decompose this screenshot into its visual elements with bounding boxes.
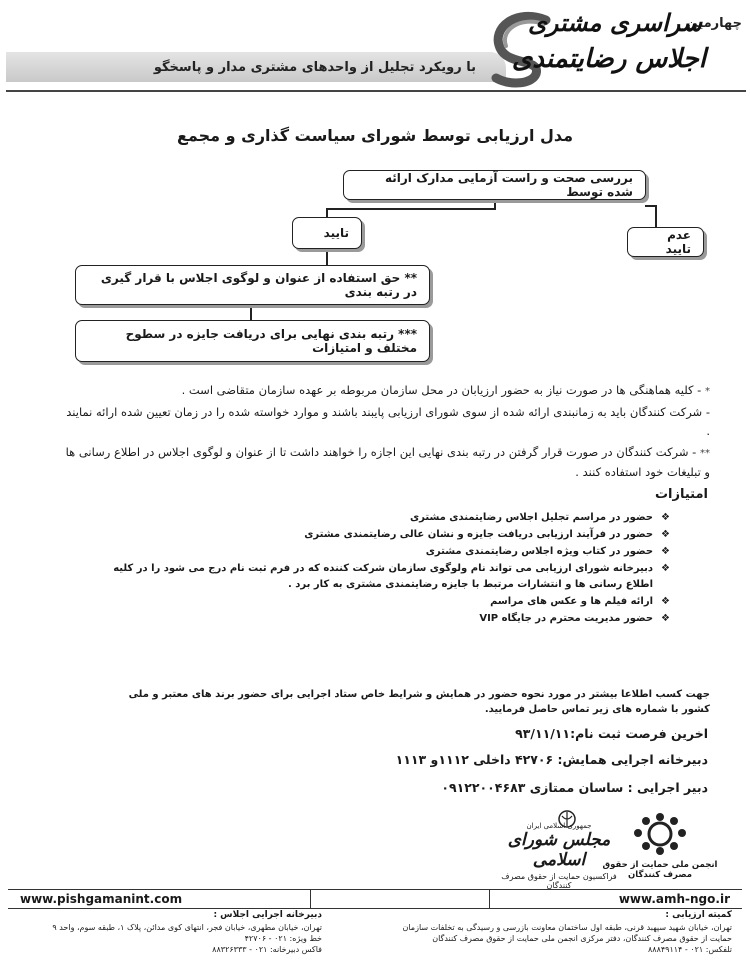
step2-label: ** حق استفاده از عنوان و لوگوی اجلاس با قرار گیری در رتبه بندی [100, 271, 417, 299]
emblem-icon [556, 808, 578, 830]
list-item: ❖ حضور در مراسم تجلیل اجلاس رضایتمندی مشتری [90, 510, 670, 526]
connector-to-reject [655, 205, 657, 227]
conference-logo [482, 2, 742, 94]
diamond-bullet-icon: ❖ [661, 563, 670, 574]
note-star-2: ** [700, 448, 710, 459]
step3-box [75, 320, 430, 362]
connector-to-approve [326, 208, 328, 217]
step2-box [75, 265, 430, 305]
secretariat-line-3: فاکس دبیرخانه: ۰۲۱ - ۸۸۳۲۶۳۳۳ [212, 945, 322, 954]
tagline-bar [6, 52, 506, 82]
edition-label: چهارمین [686, 16, 742, 31]
footer-addresses [8, 910, 742, 976]
secretariat-line-2: خط ویژه: ۰۲۱ - ۴۲۷۰۶ [244, 934, 322, 943]
consumer-association-logo [600, 812, 720, 882]
notes-section [60, 381, 710, 484]
connector-horizontal-right [645, 205, 655, 207]
diamond-bullet-icon: ❖ [661, 512, 670, 523]
brand-line-2: اجلاس رضایتمندی [511, 44, 706, 74]
reject-box [627, 227, 704, 257]
list-item: ❖ دبیرخانه شورای ارزیابی می تواند نام ولوگوی سازمان شرکت کننده که در فرم ثبت نام درج می شود را در کلیه اطلاع رسانی ها و انتشارات مرتبط با جایزه رضایتمندی مشتری به کار برد . [90, 561, 670, 593]
secretariat-heading: دبیرخانه اجرایی اجلاس : [213, 910, 322, 920]
committee-line-2: حمایت از حقوق مصرف کنندگان، دفتر مرکزی انجمن ملی حمایت از حقوق مصرف کنندگان [432, 934, 732, 943]
note-star-1: * [705, 386, 710, 397]
secretariat-address [12, 910, 322, 955]
footer-divider [310, 890, 490, 908]
approve-box [292, 217, 362, 249]
connector-approve-down [326, 250, 328, 265]
page-title: مدل ارزیابی توسط شورای سیاست گذاری و مجمع [176, 126, 574, 145]
parliament-fraction: فراکسیون حمایت از حقوق مصرف کنندگان [501, 872, 617, 890]
review-label: بررسی صحت و راست آزمایی مدارک ارائه شده توسط [384, 171, 633, 199]
connector-horizontal-left [326, 208, 496, 210]
note-1: * - کلیه هماهنگی ها در صورت نیاز به حضور ارزیابان در محل سازمان مربوطه بر عهده سازمان متقاضی است . [181, 383, 710, 397]
committee-line-1: تهران، خیابان شهید سپهبد قرنی، طبقه اول ساختمان معاونت بازرسی و رسیدگی به تخلفات سازمان [402, 923, 732, 932]
benefits-title: امتیازات [654, 487, 708, 502]
evaluation-committee-address [342, 910, 732, 955]
url-left-link[interactable]: www.pishgamanint.com [20, 892, 183, 906]
connector-step2-down [250, 306, 252, 320]
note-3: ** - شرکت کنندگان در صورت قرار گرفتن در رتبه بندی نهایی این اجازه را خواهند داشت تا از عنوان و لوگوی اجلاس در اطلاع رسانی ها و تبلیغات خود استفاده کنند . [65, 445, 710, 479]
list-item: ❖ حضور مدیریت محترم در جایگاه VIP [90, 611, 670, 627]
secretariat-line-1: تهران، خیابان مطهری، خیابان فجر، انتهای کوی مدائن، پلاک ۱، طبقه سوم، واحد ۹ [52, 923, 322, 932]
parliament-name: مجلس شورای اسلامی [507, 830, 611, 870]
diamond-bullet-icon: ❖ [661, 613, 670, 624]
note-2: - شرکت کنندگان باید به زمانبندی ارائه شده از سوی شورای ارزیابی پایبند باشند و موارد خواسته شده را در زمان تعیین شده ارائه نمایند . [66, 405, 710, 438]
committee-line-3: تلفکس: ۰۲۱ - ۸۸۸۴۹۱۱۴ [647, 945, 732, 954]
tagline: با رویکرد تجلیل از واحدهای مشتری مدار و پاسخگو [153, 59, 476, 75]
committee-heading: کمیته ارزیابی : [665, 910, 732, 920]
list-item: ❖ حضور در کتاب ویژه اجلاس رضایتمندی مشتری [90, 544, 670, 560]
secretary-contact: دبیر اجرایی : ساسان ممتازی ۰۹۱۲۲۰۰۴۶۸۳ [441, 780, 708, 795]
diamond-bullet-icon: ❖ [661, 596, 670, 607]
list-item: ❖ ارائه فیلم ها و عکس های مراسم [90, 594, 670, 610]
header-rule [6, 90, 746, 92]
registration-deadline: اخرین فرصت ثبت نام:۹۳/۱۱/۱۱ [515, 726, 708, 741]
brand-line-1: سراسری مشتری [527, 8, 702, 37]
association-name: انجمن ملی حمایت از حقوق مصرف کنندگان [602, 860, 718, 880]
diamond-bullet-icon: ❖ [661, 546, 670, 557]
secretariat-phone: دبیرخانه اجرایی همایش: ۴۲۷۰۶ داخلی ۱۱۱۲و ۱۱۱۳ [395, 752, 708, 767]
people-circle-icon [630, 812, 690, 858]
footer-url-bar [8, 889, 742, 909]
parliament-country: جمهوری اسلامی ایران [526, 822, 592, 830]
evaluation-flow-diagram [0, 160, 750, 370]
diamond-bullet-icon: ❖ [661, 529, 670, 540]
approve-label: تایید [323, 226, 349, 240]
step3-label: *** رتبه بندی نهایی برای دریافت جایزه در سطوح مختلف و امتیازات [125, 327, 417, 355]
reject-label: عدم تایید [665, 228, 691, 256]
contact-intro: جهت کسب اطلاعا بیشتر در مورد نحوه حضور در همایش و شرایط خاص ستاد اجرایی برای حضور برند های معتبر و ملی کشور با شماره های زیر تماس حاصل فرمایید. [128, 689, 710, 715]
review-box [343, 170, 646, 200]
benefits-list [90, 510, 670, 628]
list-item: ❖ حضور در فرآیند ارزیابی دریافت جایزه و نشان عالی رضایتمندی مشتری [90, 527, 670, 543]
page-header [0, 0, 750, 100]
url-right-link[interactable]: www.amh-ngo.ir [618, 892, 730, 906]
